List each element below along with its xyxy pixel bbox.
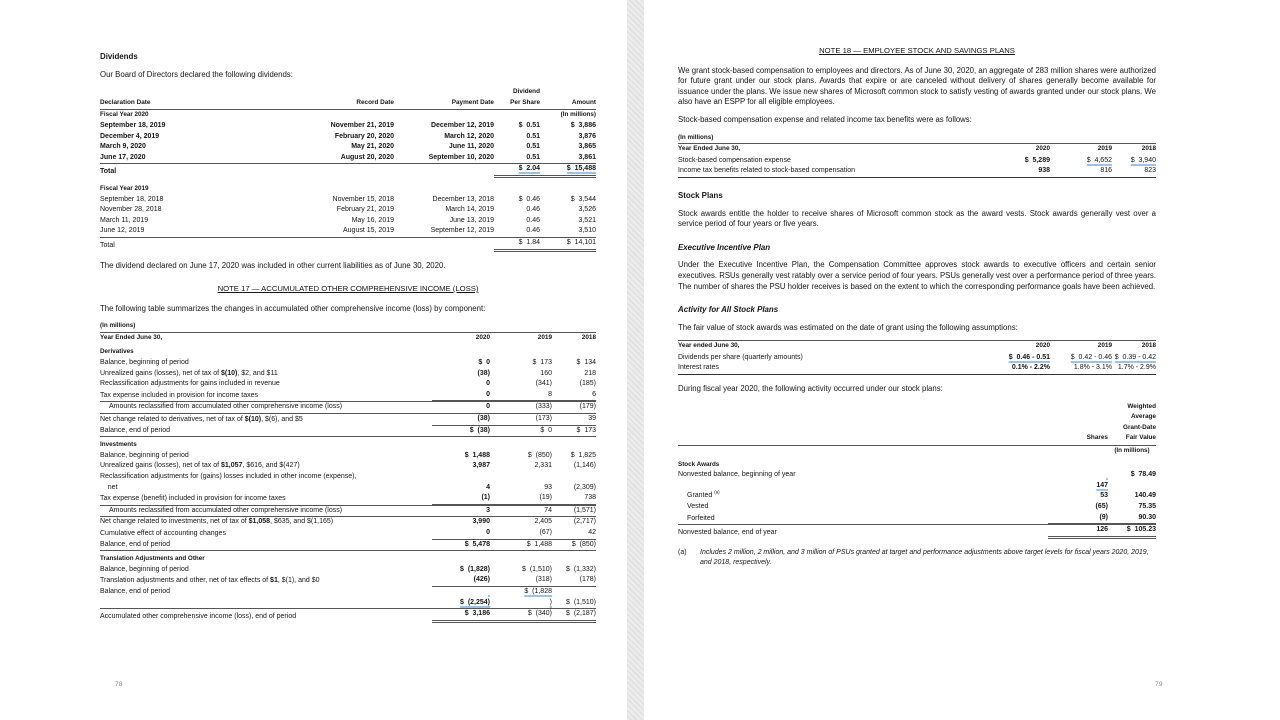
- note18-heading: NOTE 18 — EMPLOYEE STOCK AND SAVINGS PLANS: [819, 46, 1015, 55]
- table-row: [100, 451, 596, 462]
- table-row: [678, 513, 1156, 525]
- cell-2019: (341): [535, 380, 552, 388]
- table-row: [100, 347, 596, 358]
- declaration-date-cell: December 4, 2019: [100, 132, 160, 140]
- table-row: [678, 491, 1156, 502]
- cell-2019: 2,331: [534, 462, 552, 470]
- cell-2018: (179): [579, 403, 596, 411]
- stock-plans-paragraph: Stock awards entitle the holder to receive shares of Microsoft common stock as the award vests. Stock awards generally vest over a service period of four years or five years.: [678, 208, 1156, 229]
- stock-compensation-table: [678, 133, 1156, 178]
- cell-2020: 4: [486, 483, 490, 491]
- cell-2020: 0: [432, 390, 490, 402]
- cell-2018: $ (850): [571, 540, 596, 548]
- footnote-text: Includes 2 million, 2 million, and 3 million of PSUs granted at target and performance adjustments above target levels for fiscal years 2020, 2019, and 2018, respectively.: [700, 548, 1149, 566]
- fair-value-cell: Weighted Average Grant-Date Fair Value: [1122, 402, 1156, 442]
- cell-2019: (67): [490, 528, 552, 540]
- table-row: [678, 353, 1156, 364]
- table-row: [678, 502, 1156, 513]
- table-row: [100, 321, 596, 333]
- per-share-cell: $ 0.46: [518, 195, 540, 203]
- table-row: [678, 144, 1156, 156]
- table-row: [100, 440, 596, 451]
- cell-2018: (2,717): [573, 518, 596, 526]
- cell-2019: $ 1,488: [526, 540, 552, 548]
- table-row: [100, 142, 596, 153]
- cell-2019: 1.8% - 3.1%: [1073, 364, 1112, 372]
- cell-2019: $ 4,652: [1086, 156, 1112, 164]
- activity-heading: Activity for All Stock Plans: [678, 305, 779, 315]
- cell-2018: (1,146): [573, 462, 596, 470]
- record-date-cell: February 20, 2020: [334, 132, 394, 140]
- activity-paragraph: The fair value of stock awards was estimated on the date of grant using the following assumptions:: [678, 322, 1018, 332]
- executive-incentive-plan-paragraph: Under the Executive Incentive Plan, the Compensation Committee approves stock awards to executive officers and certain senior executives. RSUs generally vest ratably over a service period of four years. PSUs generally vest over a performance period of three years. The number of shares the PSU holder receives is based on the extent to which the corresponding performance goals have been achieved.: [678, 260, 1156, 291]
- row-label: Amounts reclassified from accumulated other comprehensive income (loss): [109, 506, 343, 514]
- amount-cell: $ 15,488: [540, 164, 596, 178]
- table-row: [100, 414, 596, 426]
- per-share-cell: 0.51: [526, 143, 540, 151]
- row-label: Amounts reclassified from accumulated other comprehensive income (loss): [109, 403, 343, 411]
- cell-2020: 3,987: [472, 462, 490, 470]
- per-share-cell: $ 0.51: [518, 121, 540, 129]
- cell-2018: 2018: [1141, 342, 1156, 350]
- cell-2018: $ 3,940: [1130, 156, 1156, 164]
- during-fy2020-paragraph: During fiscal year 2020, the following activity occurred under our stock plans:: [678, 384, 943, 394]
- executive-incentive-plan-heading: Executive Incentive Plan: [678, 242, 771, 252]
- row-label: Reclassification adjustments for gains included in revenue: [100, 380, 280, 388]
- table-row: [100, 472, 596, 493]
- cell-2018: 42: [552, 528, 596, 540]
- table-row: [100, 87, 596, 110]
- shares-cell: Shares: [1086, 434, 1108, 442]
- fair-value-cell: (In millions): [1114, 447, 1150, 455]
- payment-date-cell: September 12, 2019: [430, 227, 494, 235]
- record-date-cell: February 21, 2019: [336, 206, 394, 214]
- cell-2019: 93: [544, 483, 552, 491]
- declaration-date-cell: November 28, 2018: [100, 206, 162, 214]
- cell-2020: $ (38): [469, 426, 490, 434]
- fair-value-cell: 90.30: [1108, 513, 1156, 525]
- table-row: [100, 461, 596, 472]
- declaration-date-cell: September 18, 2018: [100, 195, 164, 203]
- cell-2020: $ 0.46 - 0.51: [1008, 353, 1050, 361]
- row-label: Stock Awards: [678, 460, 720, 468]
- cell-2018: 6: [552, 390, 596, 402]
- page-gutter: [627, 0, 644, 720]
- row-label: Year ended June 30,: [678, 342, 740, 350]
- table-row: [100, 369, 596, 380]
- cell-2018: $ 1,825: [570, 451, 596, 459]
- table-row: [100, 333, 596, 345]
- shares-cell: 53: [1100, 492, 1108, 500]
- cell-2020: $ 1,488: [464, 451, 490, 459]
- amount-cell: 3,526: [578, 206, 596, 214]
- fair-value-cell: 140.49: [1134, 492, 1156, 500]
- row-label: Interest rates: [678, 364, 719, 372]
- dividends-intro: Our Board of Directors declared the following dividends:: [100, 69, 293, 79]
- cell-2019: $ 173: [532, 359, 552, 367]
- amount-cell: 3,861: [578, 153, 596, 161]
- table-row: [100, 517, 596, 528]
- cell-2018: $ (1,510): [566, 598, 596, 606]
- cell-2020: 0: [432, 528, 490, 540]
- table-row: [100, 379, 596, 390]
- amount-cell: $ 3,886: [570, 121, 596, 129]
- cell-2020: (38): [477, 369, 490, 377]
- table-row: [100, 609, 596, 623]
- cell-2018: 2018: [1141, 145, 1156, 153]
- cell-2020: 2020: [1035, 342, 1050, 350]
- payment-date-cell: June 13, 2019: [449, 216, 494, 224]
- page-79: [678, 46, 1156, 568]
- row-label: Net change related to investments, net of tax of $1,058, $635, and $(1,165): [100, 518, 334, 526]
- record-date-cell: May 21, 2020: [351, 143, 394, 151]
- table-row: [100, 237, 596, 252]
- row-label: Balance, end of period: [100, 587, 171, 595]
- cell-2019: (333): [535, 403, 552, 411]
- cell-2018: (178): [552, 575, 596, 587]
- cell-2018: (1,571): [573, 506, 596, 514]
- table-row: [678, 470, 1156, 491]
- cell-2020: $ 5,289: [1024, 156, 1050, 164]
- aoci-table: [100, 321, 596, 622]
- per-share-cell: Dividend Per Share: [510, 88, 540, 106]
- declaration-date-cell: June 17, 2020: [100, 153, 146, 161]
- row-label: Tax expense (benefit) included in provision for income taxes: [100, 495, 286, 503]
- record-date-cell: May 16, 2019: [351, 216, 394, 224]
- table-row: [100, 110, 596, 121]
- table-row: [100, 184, 596, 195]
- amount-cell: (In millions): [560, 111, 596, 119]
- cell-2018: $ 173: [576, 426, 596, 434]
- declaration-date-cell: September 18, 2019: [100, 121, 166, 129]
- declaration-date-cell: March 11, 2019: [100, 216, 149, 224]
- table-row: [100, 493, 596, 505]
- row-label: Accumulated other comprehensive income (loss), end of period: [100, 613, 297, 621]
- cell-2018: 823: [1144, 167, 1156, 175]
- cell-2018: 218: [584, 369, 596, 377]
- cell-2019: 8: [490, 390, 552, 402]
- payment-date-cell: March 14, 2019: [445, 206, 494, 214]
- row-label: Unrealized gains (losses), net of tax of $1,057, $616, and $(427): [100, 462, 300, 470]
- payment-date-cell: Payment Date: [451, 98, 494, 106]
- amount-cell: 3,521: [578, 216, 596, 224]
- row-label: Income tax benefits related to stock-based compensation: [678, 167, 856, 175]
- row-label: Year Ended June 30,: [100, 333, 163, 341]
- per-share-cell: 0.51: [526, 153, 540, 161]
- amount-cell: Amount: [571, 98, 596, 106]
- cell-2018: 738: [552, 493, 596, 505]
- dividends-note: The dividend declared on June 17, 2020 was included in other current liabilities as of June 30, 2020.: [100, 260, 446, 270]
- cell-2018: $ (1,332): [566, 565, 596, 573]
- cell-2020: $ 0: [478, 359, 490, 367]
- cell-2018: 39: [552, 414, 596, 426]
- amount-cell: $ 14,101: [540, 238, 596, 252]
- declaration-date-cell: Declaration Date: [100, 98, 151, 106]
- cell-2020: $ (2,254): [460, 598, 490, 606]
- row-label: Tax expense included in provision for income taxes: [100, 391, 258, 399]
- cell-2019: $ 0: [540, 426, 552, 434]
- record-date-cell: November 15, 2018: [332, 195, 394, 203]
- shares-cell: (9): [1048, 513, 1108, 525]
- row-label: Unrealized gains (losses), net of tax of $(10), $2, and $11: [100, 369, 278, 377]
- row-label: Derivatives: [100, 348, 134, 356]
- cell-2020: (426): [432, 575, 490, 587]
- stock-plans-heading: Stock Plans: [678, 190, 723, 200]
- cell-2020: 0: [486, 403, 490, 411]
- row-label: Dividends per share (quarterly amounts): [678, 353, 803, 361]
- table-row: [100, 565, 596, 576]
- row-label: Granted $^{(a)}$: [687, 490, 720, 500]
- table-row: [100, 505, 596, 518]
- table-row: [100, 163, 596, 178]
- shares-cell: 126: [1048, 525, 1108, 539]
- table-row: [100, 121, 596, 132]
- table-row: [100, 205, 596, 216]
- amount-cell: 3,510: [578, 227, 596, 235]
- footnote-a: [678, 548, 1156, 568]
- row-label: Balance, end of period: [100, 540, 171, 548]
- cell-2018: $ 0.39 - 0.42: [1114, 353, 1156, 361]
- table-row: [100, 153, 596, 164]
- record-date-cell: Record Date: [356, 98, 394, 106]
- row-label: Balance, beginning of period: [100, 359, 189, 367]
- assumptions-table: [678, 340, 1156, 375]
- row-label: Balance, beginning of period: [100, 451, 189, 459]
- table-row: [100, 575, 596, 587]
- cell-2020: 938: [1038, 167, 1050, 175]
- cell-2019: (173): [490, 414, 552, 426]
- row-label: Net change related to derivatives, net of tax of $(10), $(6), and $5: [100, 416, 303, 424]
- table-row: [100, 216, 596, 227]
- row-label: Nonvested balance, beginning of year: [678, 471, 796, 479]
- table-row: [678, 460, 1156, 471]
- cell-2018: 1.7% - 2.9%: [1117, 364, 1156, 372]
- row-label: Balance, beginning of period: [100, 565, 189, 573]
- dividends-heading: Dividends: [100, 52, 138, 61]
- fair-value-cell: $ 105.23: [1108, 525, 1156, 539]
- row-label: Vested: [687, 503, 709, 510]
- fair-value-cell: 75.35: [1138, 503, 1156, 510]
- row-label: Nonvested balance, end of year: [678, 529, 777, 537]
- stock-awards-activity-table: [678, 402, 1156, 539]
- row-label: Forfeited: [687, 514, 715, 522]
- cell-2019: 2019: [1097, 342, 1112, 350]
- per-share-cell: $ 2.04: [494, 164, 540, 178]
- row-label: Translation adjustments and other, net of tax effects of $1, $(1), and $0: [100, 577, 320, 585]
- cell-2020: 2020: [1035, 145, 1050, 153]
- cell-2019: 2019: [537, 333, 552, 341]
- declaration-date-cell: March 9, 2020: [100, 143, 146, 151]
- cell-2020: (1): [432, 493, 490, 505]
- row-label: Cumulative effect of accounting changes: [100, 529, 226, 537]
- page-number-79: 79: [1155, 681, 1163, 688]
- per-share-cell: 0.46: [526, 216, 540, 224]
- per-share-cell: 0.46: [526, 206, 540, 214]
- dividends-table: [100, 87, 596, 251]
- cell-2020: $ 3,186: [432, 609, 490, 623]
- table-row: [678, 340, 1156, 353]
- cell-2020: $ 5,478: [464, 540, 490, 548]
- table-row: [100, 528, 596, 540]
- shares-cell: 147: [1096, 481, 1108, 489]
- table-row: [678, 524, 1156, 539]
- amount-cell: 3,876: [578, 132, 596, 140]
- cell-2019: 2019: [1097, 145, 1112, 153]
- table-row: [100, 390, 596, 402]
- cell-2020: (38): [432, 414, 490, 426]
- per-share-cell: 0.51: [526, 132, 540, 140]
- payment-date-cell: December 12, 2019: [430, 121, 494, 129]
- note17-heading: NOTE 17 — ACCUMULATED OTHER COMPREHENSIVE INCOME (LOSS): [217, 284, 479, 294]
- row-label: Year Ended June 30,: [678, 145, 741, 153]
- amount-cell: 3,865: [578, 143, 596, 151]
- table-row: [678, 133, 1156, 145]
- declaration-date-cell: Total: [100, 241, 115, 249]
- fair-value-cell: $ 78.49: [1130, 471, 1156, 479]
- cell-2018: 2018: [581, 333, 596, 341]
- cell-2019: $ (1,510): [522, 565, 552, 573]
- cell-2018: $ 134: [576, 359, 596, 367]
- per-share-cell: 0.46: [526, 227, 540, 235]
- table-row: [100, 554, 596, 565]
- page-78: [100, 52, 596, 632]
- row-label: Stock-based compensation expense: [678, 156, 791, 164]
- row-label: Reclassification adjustments for (gains) losses included in other income (expense), net: [100, 473, 357, 491]
- cell-2019: (318): [490, 575, 552, 587]
- amount-cell: $ 3,544: [570, 195, 596, 203]
- cell-2019: 74: [544, 506, 552, 514]
- table-row: [100, 540, 596, 552]
- table-row: [100, 226, 596, 237]
- page-number-78: 78: [115, 681, 123, 688]
- cell-2019: $ (340): [490, 609, 552, 623]
- footnote-marker: (a): [678, 548, 687, 556]
- table-row: [100, 426, 596, 438]
- table-row: [100, 401, 596, 414]
- row-label: Investments: [100, 441, 137, 449]
- cell-2020: 3: [486, 506, 490, 514]
- table-row: [678, 446, 1156, 457]
- record-date-cell: November 21, 2019: [330, 121, 394, 129]
- shares-cell: (65): [1095, 503, 1108, 510]
- cell-2019: $ (850): [527, 451, 552, 459]
- table-row: [100, 358, 596, 369]
- declaration-date-cell: Total: [100, 168, 117, 176]
- note18-paragraph-1: We grant stock-based compensation to employees and directors. As of June 30, 2020, an aggregate of 283 million shares were authorized for future grant under our stock plans. Awards that expire or are canceled without delivery of shares generally become available for issuance under the plans. We issue new shares of Microsoft common stock to satisfy vesting of awards granted under our stock plans. We also have an ESPP for all eligible employees.: [678, 65, 1156, 107]
- table-row: [678, 402, 1156, 446]
- cell-2019: 160: [540, 369, 552, 377]
- table-row: [678, 166, 1156, 178]
- note17-intro: The following table summarizes the changes in accumulated other comprehensive income (loss) by component:: [100, 303, 486, 313]
- cell-2019: $ 0.42 - 0.46: [1070, 353, 1112, 361]
- cell-2019: 816: [1100, 167, 1112, 175]
- row-label: Balance, end of period: [100, 426, 171, 434]
- row-label: Translation Adjustments and Other: [100, 555, 205, 563]
- cell-2019: 2,405: [534, 518, 552, 526]
- note18-paragraph-2: Stock-based compensation expense and related income tax benefits were as follows:: [678, 114, 972, 124]
- table-row: [100, 587, 596, 609]
- record-date-cell: August 20, 2020: [340, 153, 394, 161]
- cell-2018: (185): [579, 380, 596, 388]
- per-share-cell: $ 1.84: [494, 238, 540, 252]
- declaration-date-cell: Fiscal Year 2019: [100, 184, 149, 192]
- table-row: [678, 363, 1156, 375]
- cell-2020: 0: [486, 380, 490, 388]
- cell-2019: $ (1,828 ): [524, 587, 552, 606]
- payment-date-cell: December 13, 2018: [432, 195, 494, 203]
- table-row: [100, 195, 596, 206]
- table-row: [678, 156, 1156, 167]
- declaration-date-cell: June 12, 2019: [100, 227, 145, 235]
- payment-date-cell: June 11, 2020: [448, 143, 494, 151]
- row-label: (In millions): [678, 133, 714, 141]
- payment-date-cell: March 12, 2020: [444, 132, 494, 140]
- cell-2018: $ (2,187): [552, 609, 596, 623]
- cell-2020: 2020: [475, 333, 490, 341]
- payment-date-cell: September 10, 2020: [428, 153, 494, 161]
- record-date-cell: August 15, 2019: [343, 227, 394, 235]
- cell-2020: 3,990: [472, 518, 490, 526]
- cell-2020: 0.1% - 2.2%: [1011, 364, 1050, 372]
- cell-2020: $ (1,828): [460, 565, 490, 573]
- row-label: (In millions): [100, 322, 136, 330]
- table-row: [100, 132, 596, 143]
- cell-2019: (19): [490, 493, 552, 505]
- cell-2018: (2,309): [573, 483, 596, 491]
- declaration-date-cell: Fiscal Year 2020: [100, 111, 149, 119]
